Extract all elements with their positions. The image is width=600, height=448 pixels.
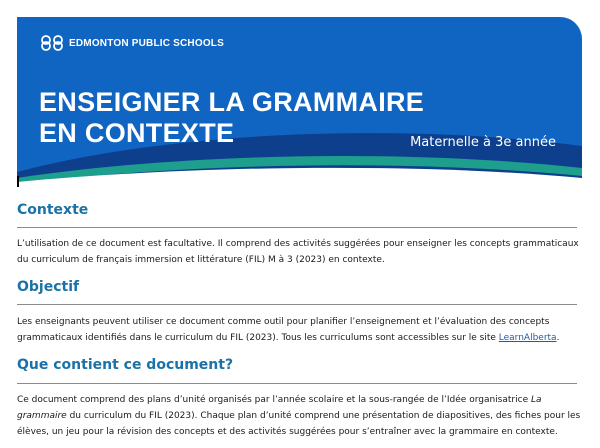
section-divider [17, 383, 577, 384]
section-divider [17, 304, 577, 305]
header-banner [17, 17, 582, 184]
logo-text: EDMONTON PUBLIC SCHOOLS [69, 37, 224, 49]
contenu-text: Ce document comprend des plans d’unité organisés par l’année scolaire et la sous-rangée de l’Idée organisatrice [17, 395, 531, 405]
contenu-italic: La grammaire [17, 395, 542, 421]
eps-logo-icon [41, 35, 63, 51]
document-title [39, 87, 424, 149]
section-heading-contenu: Que contient ce document? [17, 357, 234, 373]
district-logo [41, 35, 224, 51]
title-line-1: ENSEIGNER LA GRAMMAIRE [39, 87, 425, 117]
section-text-contenu [17, 392, 585, 440]
objectif-text: Les enseignants peuvent utiliser ce document comme outil pour planifier l’enseignement et l’évaluation des concepts grammaticaux identifiés dans le curriculum du FIL (2023). Tous les curriculums sont accessibles sur le site [17, 317, 550, 343]
section-heading-objectif: Objectif [17, 279, 80, 295]
section-heading-contexte: Contexte [17, 202, 89, 218]
section-divider [17, 227, 577, 228]
title-line-2: EN CONTEXTE [39, 118, 235, 148]
text-cursor [17, 176, 19, 187]
contenu-text-end: du curriculum du FIL (2023). Chaque plan d’unité comprend une présentation de diapositives, des fiches pour les élèves, un jeu pour la révision des concepts et des activités suggérées pour s’entraîner avec la grammaire en contexte. [17, 411, 581, 437]
objectif-text-end: . [556, 333, 560, 343]
learnalberta-link[interactable]: LearnAlberta [498, 333, 557, 343]
section-text-contexte: L’utilisation de ce document est facultative. Il comprend des activités suggérées pour enseigner les concepts grammaticaux du curriculum de français immersion et littérature (FIL) M à 3 (2023) en contexte. [17, 239, 579, 265]
section-text-objectif [17, 314, 585, 346]
grade-label: Maternelle à 3e année [410, 135, 556, 150]
